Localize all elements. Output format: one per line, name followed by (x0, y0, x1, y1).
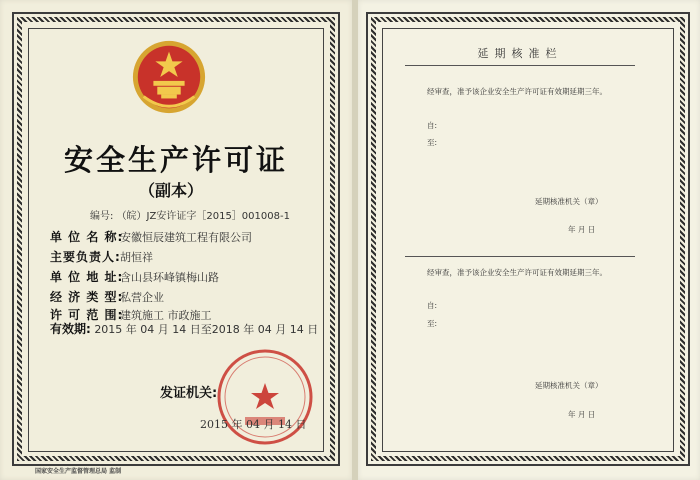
extension-authority: 延期核准机关（章） (535, 197, 603, 206)
extension-notice: 经审查，准予该企业安全生产许可证有效期延期三年。 (427, 87, 607, 96)
number-label: 编号: (90, 211, 114, 222)
validity-period (50, 320, 318, 337)
official-seal-icon (215, 347, 315, 447)
extension-date: 年 月 日 (568, 225, 596, 234)
to-label: 至: (427, 319, 438, 328)
from-label: 自: (427, 301, 438, 310)
field-principal (50, 248, 153, 265)
number-value: （皖）JZ安许证字［2015］001008-1 (116, 211, 290, 222)
field-value: 建筑施工 市政施工 (120, 309, 212, 322)
issuer-label: 发证机关: (160, 386, 218, 401)
field-economic-type (50, 288, 164, 305)
section-divider (405, 65, 635, 66)
certificate-subtitle: （副本） (138, 181, 203, 200)
to-label: 至: (427, 138, 438, 147)
field-address (50, 268, 219, 285)
validity-label: 有效期: (50, 322, 91, 336)
extension-authority: 延期核准机关（章） (535, 381, 603, 390)
issue-date: 2015 年 04 月 14 日 (200, 418, 307, 431)
extension-date: 年 月 日 (568, 410, 596, 419)
field-value: 胡恒祥 (120, 251, 153, 264)
field-value: 安徽恒辰建筑工程有限公司 (120, 231, 252, 244)
extension-right-page (358, 0, 700, 480)
field-label: 单 位 地 址: (50, 270, 124, 284)
section-divider (405, 256, 635, 257)
field-value: 含山县环峰镇梅山路 (120, 271, 219, 284)
validity-value: 2015 年 04 月 14 日至2018 年 04 月 14 日 (94, 323, 319, 336)
field-label: 许 可 范 围: (50, 308, 124, 322)
field-label: 经 济 类 型: (50, 290, 124, 304)
extension-notice: 经审查，准予该企业安全生产许可证有效期延期三年。 (427, 268, 607, 277)
footer-note: 国家安全生产监督管理总局 监制 (35, 468, 122, 475)
field-label: 主要负责人: (50, 250, 121, 264)
from-label: 自: (427, 121, 438, 130)
field-value: 私营企业 (120, 291, 164, 304)
national-emblem-icon (130, 38, 208, 116)
field-company-name (50, 228, 252, 245)
certificate-title: 安全生产许可证 (63, 143, 288, 177)
extension-header: 延期核准栏 (477, 47, 563, 60)
field-label: 单 位 名 称: (50, 230, 124, 244)
certificate-number (90, 207, 290, 222)
